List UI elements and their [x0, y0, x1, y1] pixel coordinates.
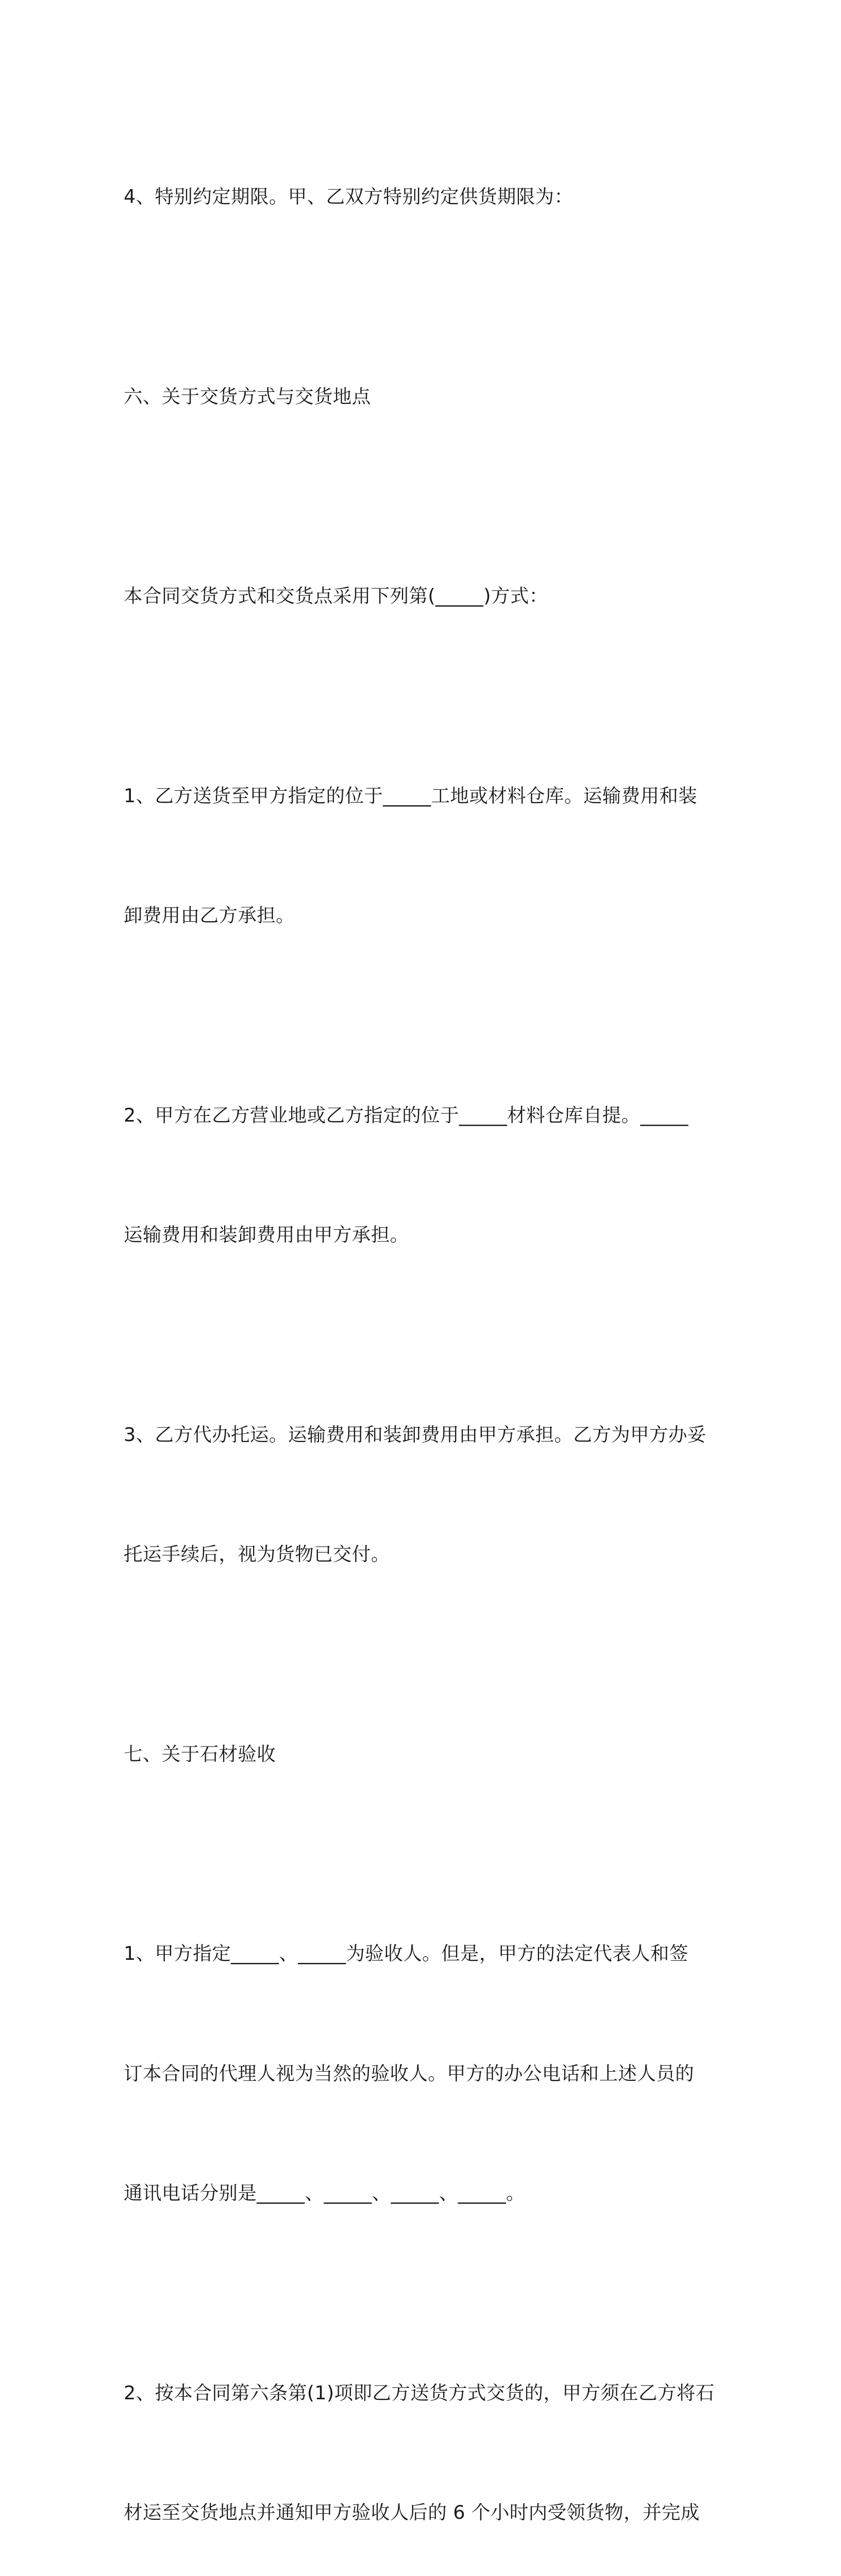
- text-line: 本合同交货方式和交货点采用下列第(_____)方式：: [124, 576, 727, 616]
- section-heading-acceptance: [124, 1654, 727, 1854]
- text-line: 六、关于交货方式与交货地点: [124, 377, 727, 417]
- text-line: 2、甲方在乙方营业地或乙方指定的位于_____材料仓库自提。_____: [124, 1095, 727, 1136]
- text-line: 4、特别约定期限。甲、乙双方特别约定供货期限为：: [124, 177, 727, 217]
- paragraph-delivery-item-3: [124, 1335, 727, 1654]
- text-line: 2、按本合同第六条第(1)项即乙方送货方式交货的，甲方须在乙方将石: [124, 2373, 727, 2413]
- section-heading-delivery: [124, 297, 727, 497]
- document-page: [0, 0, 841, 1088]
- text-line: 材运至交货地点并通知甲方验收人后的 6 个小时内受领货物，并完成: [124, 2493, 727, 2533]
- text-line: 七、关于石材验收: [124, 1734, 727, 1774]
- text-line: 订本合同的代理人视为当然的验收人。甲方的办公电话和上述人员的: [124, 2054, 727, 2094]
- document-body: [124, 97, 727, 2576]
- text-line: 运输费用和装卸费用由甲方承担。: [124, 1215, 727, 1255]
- paragraph-special-term: [124, 97, 727, 297]
- paragraph-delivery-item-2: [124, 1015, 727, 1335]
- text-line: 1、乙方送货至甲方指定的位于_____工地或材料仓库。运输费用和装: [124, 776, 727, 816]
- paragraph-delivery-item-1: [124, 696, 727, 1015]
- text-line: 托运手续后，视为货物已交付。: [124, 1534, 727, 1574]
- text-line: 通讯电话分别是_____、_____、_____、_____。: [124, 2173, 727, 2213]
- text-line: 1、甲方指定_____、_____为验收人。但是，甲方的法定代表人和签: [124, 1934, 727, 1974]
- text-line: 3、乙方代办托运。运输费用和装卸费用由甲方承担。乙方为甲方办妥: [124, 1415, 727, 1455]
- text-line: 卸费用由乙方承担。: [124, 895, 727, 936]
- paragraph-acceptance-item-2: [124, 2293, 727, 2576]
- paragraph-acceptance-item-1: [124, 1854, 727, 2293]
- paragraph-delivery-intro: [124, 496, 727, 696]
